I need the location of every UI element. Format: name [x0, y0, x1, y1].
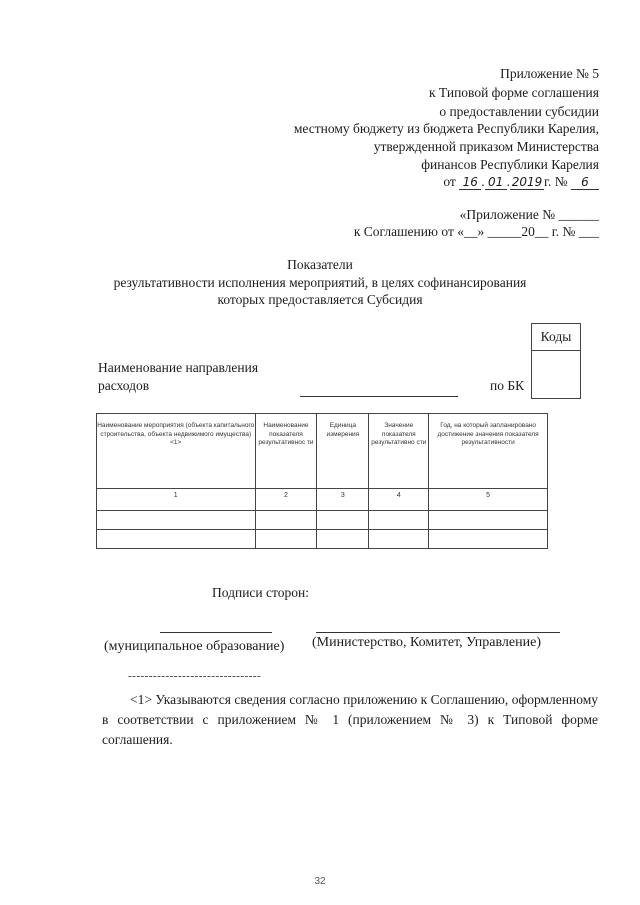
order-date-line: от 16 . 01 . 2019 г. № 6 — [443, 172, 599, 191]
table-header-cell: Наименование показателя результативнос ти — [255, 414, 317, 489]
codes-label: Коды — [532, 324, 580, 351]
indicators-table — [96, 413, 548, 549]
column-number: 1 — [97, 489, 256, 511]
column-number: 4 — [369, 489, 429, 511]
table-cell — [97, 530, 256, 549]
direction-label-cont: расходов — [98, 378, 150, 393]
date-day: 16 — [459, 176, 481, 190]
direction-value-line — [300, 396, 458, 397]
signature-label-right: (Министерство, Комитет, Управление) — [312, 635, 541, 650]
codes-box — [531, 323, 581, 399]
date-year: 2019 — [511, 175, 543, 189]
appendix-header-line: утвержденной приказом Министерства — [373, 139, 599, 154]
signature-line-right — [316, 632, 560, 633]
title-line: которых предоставляется Субсидия — [217, 292, 423, 307]
table-header-cell: Значение показателя результативно сти — [369, 414, 429, 489]
appendix-number: Приложение № 5 — [500, 66, 599, 81]
bk-label: по БК — [490, 378, 525, 393]
column-number: 2 — [255, 489, 317, 511]
table-cell — [317, 530, 369, 549]
signature-label-left: (муниципальное образование) — [104, 639, 285, 654]
column-number: 3 — [317, 489, 369, 511]
direction-label: Наименование направления — [98, 360, 259, 375]
date-month: 01 — [485, 176, 507, 190]
table-header-cell: Наименование мероприятия (объекта капитального строительства, объекта недвижимого имущества) <1> — [97, 414, 256, 489]
date-suffix: г. № — [543, 174, 568, 189]
order-number: 6 — [571, 176, 599, 190]
table-cell — [429, 511, 548, 530]
table-header-cell: Единица измерения — [317, 414, 369, 489]
table-row — [97, 511, 548, 530]
page-number: 32 — [314, 876, 326, 887]
footnote-text: <1> Указываются сведения согласно приложению к Соглашению, оформленному в соответствии с приложением № 1 (приложением № 3) к Типовой форме соглашения. — [102, 692, 598, 747]
agreement-reference-line: к Соглашению от «__» _____20__ г. № ___ — [353, 224, 599, 239]
table-number-row — [97, 489, 548, 511]
footnote-separator: -------------------------------- — [128, 670, 262, 682]
page-title: Показатели — [287, 257, 353, 272]
date-prefix: от — [443, 174, 456, 189]
table-row — [97, 530, 548, 549]
signature-line-left — [160, 632, 272, 633]
table-cell — [429, 530, 548, 549]
appendix-header-line: о предоставлении субсидии — [439, 104, 599, 119]
appendix-header-line: к Типовой форме соглашения — [429, 85, 599, 100]
table-header-cell: Год, на который запланировано достижение значения показателя результативности — [429, 414, 548, 489]
table-cell — [317, 511, 369, 530]
table-cell — [97, 511, 256, 530]
table-cell — [255, 530, 317, 549]
table-header-row — [97, 414, 548, 489]
appendix-header-line: местному бюджету из бюджета Республики Карелия, — [293, 121, 599, 136]
signatures-heading: Подписи сторон: — [212, 585, 309, 600]
column-number: 5 — [429, 489, 548, 511]
table-cell — [255, 511, 317, 530]
table-cell — [369, 530, 429, 549]
title-line: результативности исполнения мероприятий, в целях софинансирования — [113, 275, 527, 290]
appendix-header-line: финансов Республики Карелия — [421, 157, 599, 172]
table-cell — [369, 511, 429, 530]
agreement-appendix-line: «Приложение № ______ — [459, 207, 599, 222]
